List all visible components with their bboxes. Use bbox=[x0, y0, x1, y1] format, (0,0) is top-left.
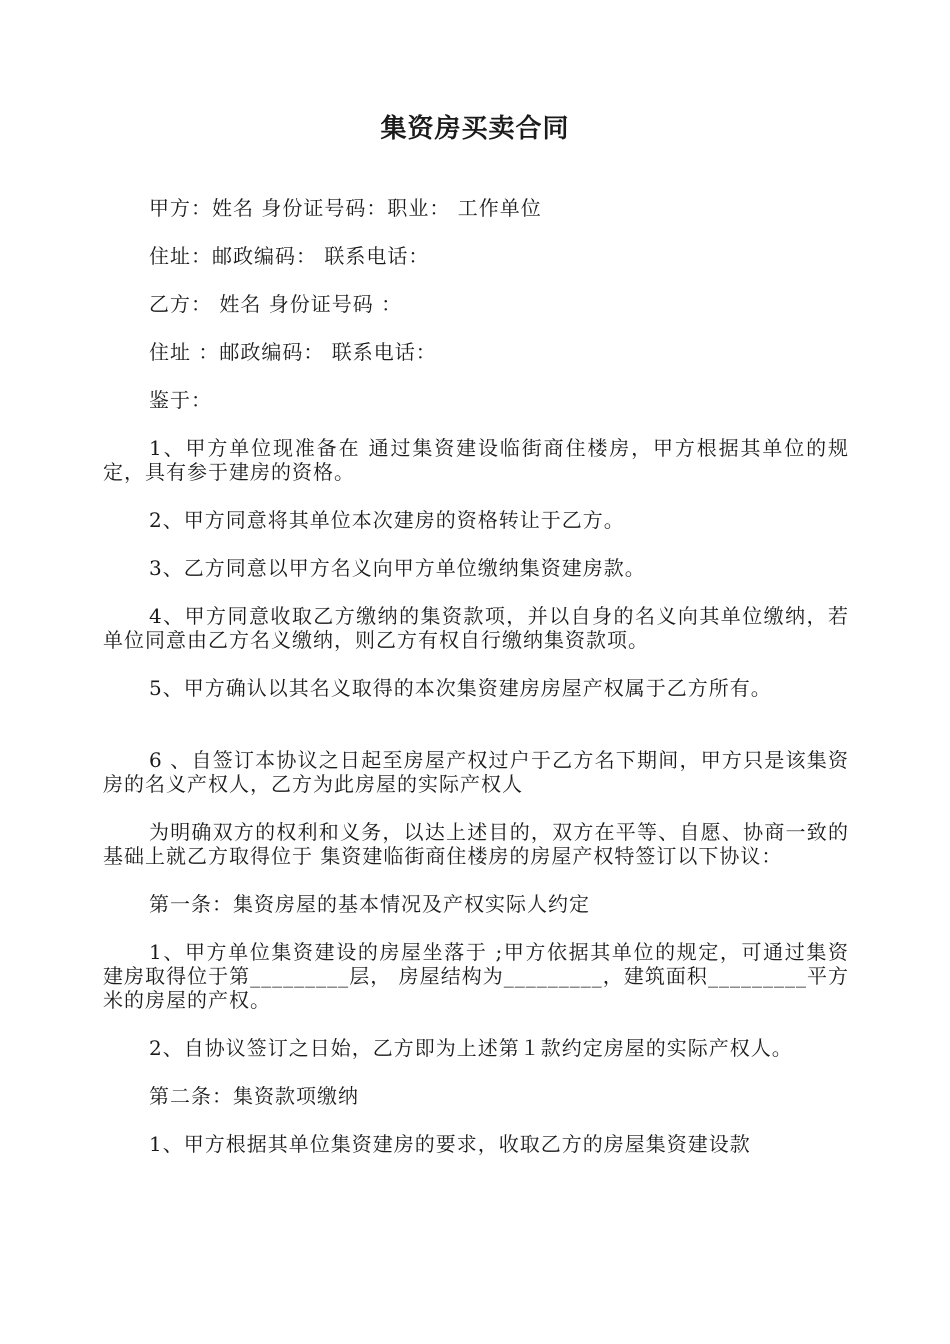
party-b-info: 乙方： 姓名 身份证号码 ： bbox=[149, 292, 403, 316]
document-body bbox=[103, 196, 849, 1156]
party-a-address: 住址：邮政编码： 联系电话： bbox=[149, 244, 430, 268]
article-2-heading: 第二条：集资款项缴纳 bbox=[149, 1084, 359, 1108]
whereas-item-1: 1、甲方单位现准备在 通过集资建设临街商住楼房，甲方根据其单位的规定，具有参于建房的资格。 bbox=[103, 436, 849, 484]
party-a-info: 甲方：姓名 身份证号码：职业： 工作单位 bbox=[149, 196, 542, 220]
whereas-item-5: 5、甲方确认以其名义取得的本次集资建房房屋产权属于乙方所有。 bbox=[149, 676, 772, 700]
whereas-item-2: 2、甲方同意将其单位本次建房的资格转让于乙方。 bbox=[149, 508, 625, 532]
whereas-item-4: 4、甲方同意收取乙方缴纳的集资款项，并以自身的名义向其单位缴纳，若单位同意由乙方名义缴纳，则乙方有权自行缴纳集资款项。 bbox=[103, 604, 849, 652]
article-1-clause-2: 2、自协议签订之日始，乙方即为上述第１款约定房屋的实际产权人。 bbox=[149, 1036, 793, 1060]
article-1-heading: 第一条：集资房屋的基本情况及产权实际人约定 bbox=[149, 892, 590, 916]
document-title: 集资房买卖合同 bbox=[380, 114, 570, 144]
whereas-item-6: 6 、自签订本协议之日起至房屋产权过户于乙方名下期间，甲方只是该集资房的名义产权人，乙方为此房屋的实际产权人 bbox=[103, 748, 849, 796]
article-1-clause-1: 1、甲方单位集资建设的房屋坐落于 ;甲方依据其单位的规定，可通过集资建房取得位于第_________层， 房屋结构为_________，建筑面积_________平方米的房屋的产权。 bbox=[103, 940, 849, 1012]
whereas-item-3: 3、乙方同意以甲方名义向甲方单位缴纳集资建房款。 bbox=[149, 556, 646, 580]
article-2-clause-1: 1、甲方根据其单位集资建房的要求，收取乙方的房屋集资建设款 bbox=[149, 1132, 751, 1156]
party-b-address: 住址 ：邮政编码： 联系电话： bbox=[149, 340, 437, 364]
agreement-preamble: 为明确双方的权利和义务，以达上述目的，双方在平等、自愿、协商一致的基础上就乙方取得位于 集资建临街商住楼房的房屋产权特签订以下协议： bbox=[103, 820, 849, 868]
whereas-heading: 鉴于： bbox=[149, 388, 212, 412]
